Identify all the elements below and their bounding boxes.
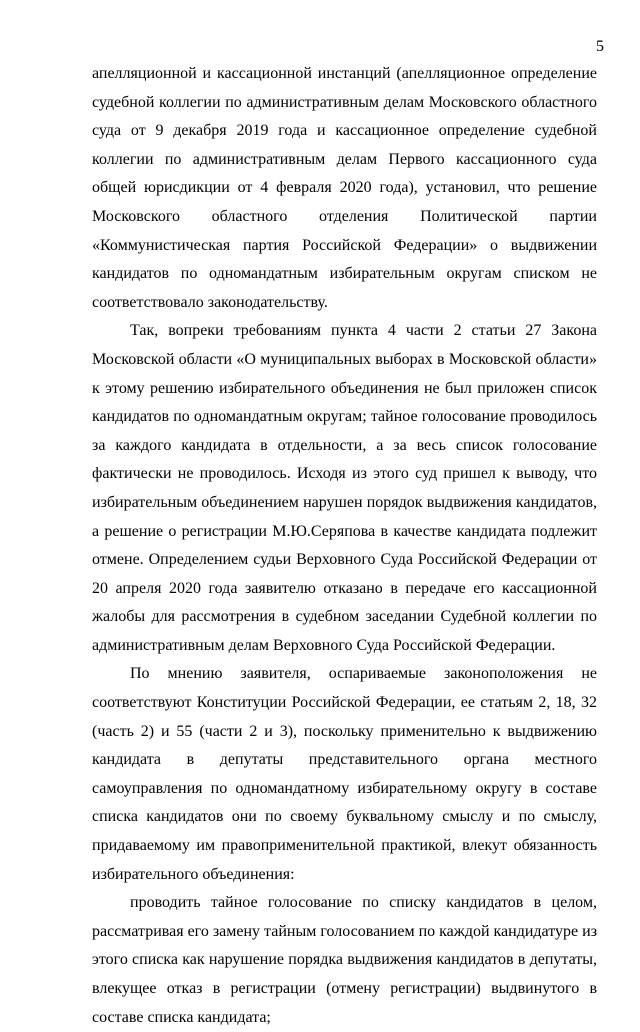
- paragraph-1: апелляционной и кассационной инстанций (апелляционное определение судебной коллегии по административным делам Московского областного суда от 9 декабря 2019 года и кассационное определение судебной коллегии по административным делам Первого кассационного суда общей юрисдикции от 4 февраля 2020 года), установил, что решение Московского областного отделения Политической партии «Коммунистическая партия Российской Федерации» о выдвижении кандидатов по одномандатным избирательным округам списком не соответствовало законодательству.: [92, 65, 597, 311]
- paragraph-2: Так, вопреки требованиям пункта 4 части 2 статьи 27 Закона Московской области «О муниципальных выборах в Московской области» к этому решению избирательного объединения не был приложен список кандидатов по одномандатным округам; тайное голосование проводилось за каждого кандидата в отдельности, а за весь список голосование фактически не проводилось. Исходя из этого суд пришел к выводу, что избирательным объединением нарушен порядок выдвижения кандидатов, а решение о регистрации М.Ю.Серяпова в качестве кандидата подлежит отмене. Определением судьи Верховного Суда Российской Федерации от 20 апреля 2020 года заявителю отказано в передаче его кассационной жалобы для рассмотрения в судебном заседании Судебной коллегии по административным делам Верховного Суда Российской Федерации.: [92, 322, 597, 654]
- paragraph-3: По мнению заявителя, оспариваемые законоположения не соответствуют Конституции Российской Федерации, ее статьям 2, 18, 32 (часть 2) и 55 (части 2 и 3), поскольку применительно к выдвижению кандидата в депутаты представительного органа местного самоуправления по одномандатному избирательному округу в составе списка кандидатов они по своему буквальному смыслу и по смыслу, придаваемому им правоприменительной практикой, влекут обязанность избирательного объединения:: [92, 665, 597, 883]
- document-body: [92, 60, 597, 1032]
- paragraph-4: проводить тайное голосование по списку кандидатов в целом, рассматривая его замену тайным голосованием по каждой кандидатуре из этого списка как нарушение порядка выдвижения кандидатов в депутаты, влекущее отказ в регистрации (отмену регистрации) выдвинутого в составе списка кандидата;: [92, 894, 598, 1026]
- page-number: 5: [596, 38, 604, 55]
